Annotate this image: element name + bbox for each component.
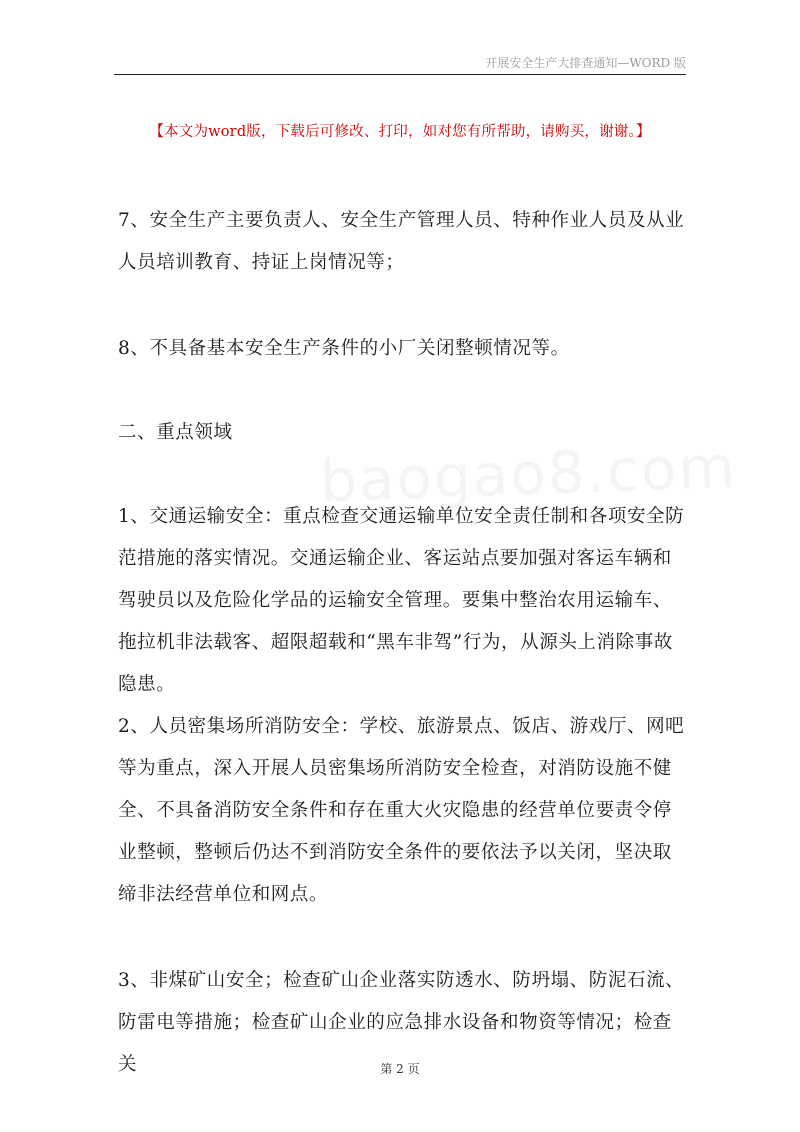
- paragraph-mine-safety: 3、非煤矿山安全；检查矿山企业落实防透水、防坍塌、防泥石流、防雷电等措施；检查矿山企业的应急排水设备和物资等情况；检查关: [118, 970, 685, 1075]
- paragraph-item-7: 7、安全生产主要负责人、安全生产管理人员、特种作业人员及从业人员培训教育、持证上岗情况等；: [118, 210, 685, 273]
- page-number: 第 2 页: [380, 1062, 420, 1076]
- paragraph-item-8: 8、不具备基本安全生产条件的小厂关闭整顿情况等。: [118, 338, 570, 359]
- section-heading-key-areas: 二、重点领域: [118, 422, 233, 443]
- download-notice: 【本文为word版，下载后可修改、打印，如对您有所帮助，请购买，谢谢。】: [149, 124, 651, 140]
- paragraph-fire-safety: 2、人员密集场所消防安全：学校、旅游景点、饭店、游戏厅、网吧等为重点，深入开展人员密集场所消防安全检查，对消防设施不健全、不具备消防安全条件和存在重大火灾隐患的经营单位要责令停业整顿，整顿后仍达不到消防安全条件的要依法予以关闭，坚决取缔非法经营单位和网点。: [118, 716, 685, 905]
- running-header: 开展安全生产大排查通知—WORD 版: [485, 56, 686, 70]
- paragraph-traffic-safety: 1、交通运输安全：重点检查交通运输单位安全责任制和各项安全防范措施的落实情况。交通运输企业、客运站点要加强对客运车辆和驾驶员以及危险化学品的运输安全管理。要集中整治农用运输车、拖拉机非法载客、超限超载和“黑车非驾”行为，从源头上消除事故隐患。: [118, 506, 685, 695]
- header-divider: [114, 74, 686, 75]
